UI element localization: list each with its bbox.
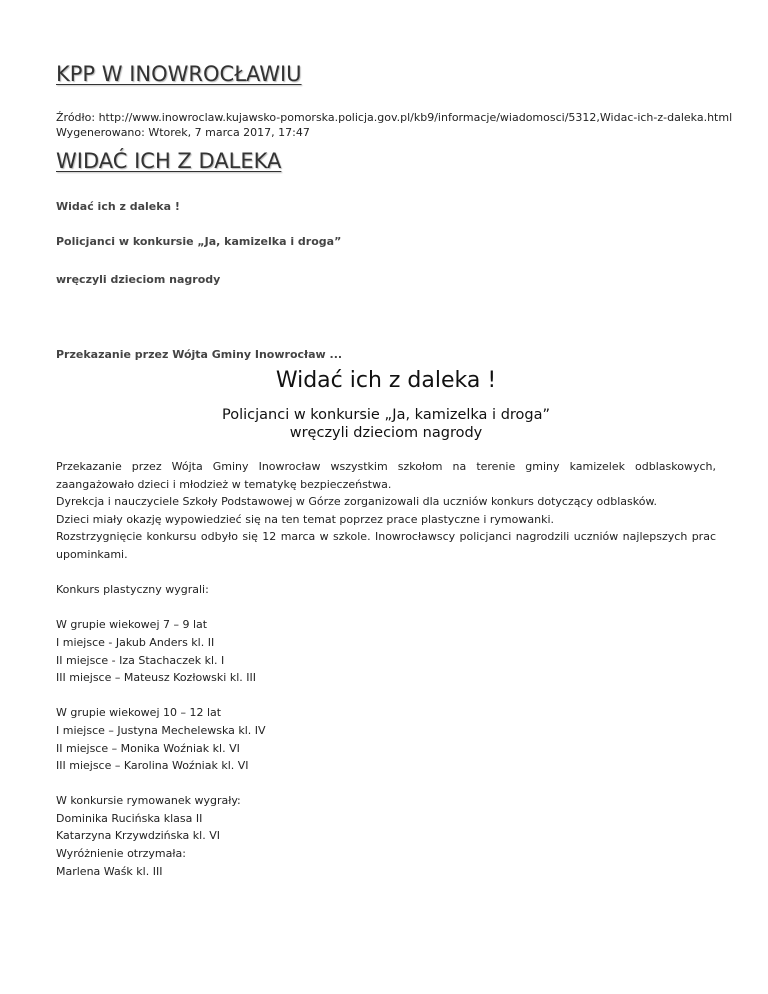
group2-place-3: III miejsce – Karolina Woźniak kl. VI (56, 759, 249, 773)
article-title: WIDAĆ ICH Z DALEKA (56, 149, 282, 173)
intro-paragraph-3: Dzieci miały okazję wypowiedzieć się na ten temat poprzez prace plastyczne i rymowanki. (56, 512, 555, 526)
group1-place-3: III miejsce – Mateusz Kozłowski kl. III (56, 671, 256, 685)
lead-line-3: wręczyli dzieciom nagrody (56, 273, 221, 286)
art-contest-title: Konkurs plastyczny wygrali: (56, 583, 209, 597)
generated-line: Wygenerowano: Wtorek, 7 marca 2017, 17:47 (56, 126, 310, 139)
intro-paragraph-2: Dyrekcja i nauczyciele Szkoły Podstawowej w Górze zorganizowali dla uczniów konkurs dotyczący odblasków. (56, 495, 657, 509)
content-subheading-2: wręczyli dzieciom nagrody (289, 425, 483, 441)
rhymes-distinction-winner: Marlena Waśk kl. III (56, 864, 163, 878)
lead-line-4: Przekazanie przez Wójta Gminy Inowrocław ... (56, 348, 343, 361)
intro-paragraph-1: Przekazanie przez Wójta Gminy Inowrocław wszystkim szkołom na terenie gminy kamizelek odblaskowych, zaangażowało dzieci i młodzież w tematykę bezpieczeństwa. (56, 460, 716, 491)
rhymes-winner-2: Katarzyna Krzywdzińska kl. VI (56, 829, 220, 843)
source-line: Źródło: http://www.inowroclaw.kujawsko-pomorska.policja.gov.pl/kb9/informacje/wiadomosci/5312,Widac-ich-z-daleka.html (56, 111, 733, 124)
group1-place-1: I miejsce - Jakub Anders kl. II (56, 635, 215, 649)
article-body (56, 458, 716, 880)
site-title: KPP W INOWROCŁAWIU (56, 62, 302, 86)
group1-place-2: II miejsce - Iza Stachaczek kl. I (56, 653, 225, 667)
content-heading: Widać ich z daleka ! (275, 368, 497, 393)
rhymes-winner-1: Dominika Rucińska klasa II (56, 811, 203, 825)
lead-line-2: Policjanci w konkursie „Ja, kamizelka i droga” (56, 235, 342, 248)
group2-title: W grupie wiekowej 10 – 12 lat (56, 706, 222, 720)
content-subheading-1: Policjanci w konkursie „Ja, kamizelka i droga” (221, 407, 551, 423)
rhymes-title: W konkursie rymowanek wygrały: (56, 794, 241, 808)
rhymes-distinction-title: Wyróżnienie otrzymała: (56, 847, 186, 861)
lead-line-1: Widać ich z daleka ! (56, 200, 180, 213)
group2-place-1: I miejsce – Justyna Mechelewska kl. IV (56, 723, 266, 737)
group1-title: W grupie wiekowej 7 – 9 lat (56, 618, 208, 632)
group2-place-2: II miejsce – Monika Woźniak kl. VI (56, 741, 240, 755)
document-meta (56, 110, 732, 140)
intro-paragraph-4: Rozstrzygnięcie konkursu odbyło się 12 marca w szkole. Inowrocławscy policjanci nagrodzili uczniów najlepszych prac upominkami. (56, 530, 716, 561)
